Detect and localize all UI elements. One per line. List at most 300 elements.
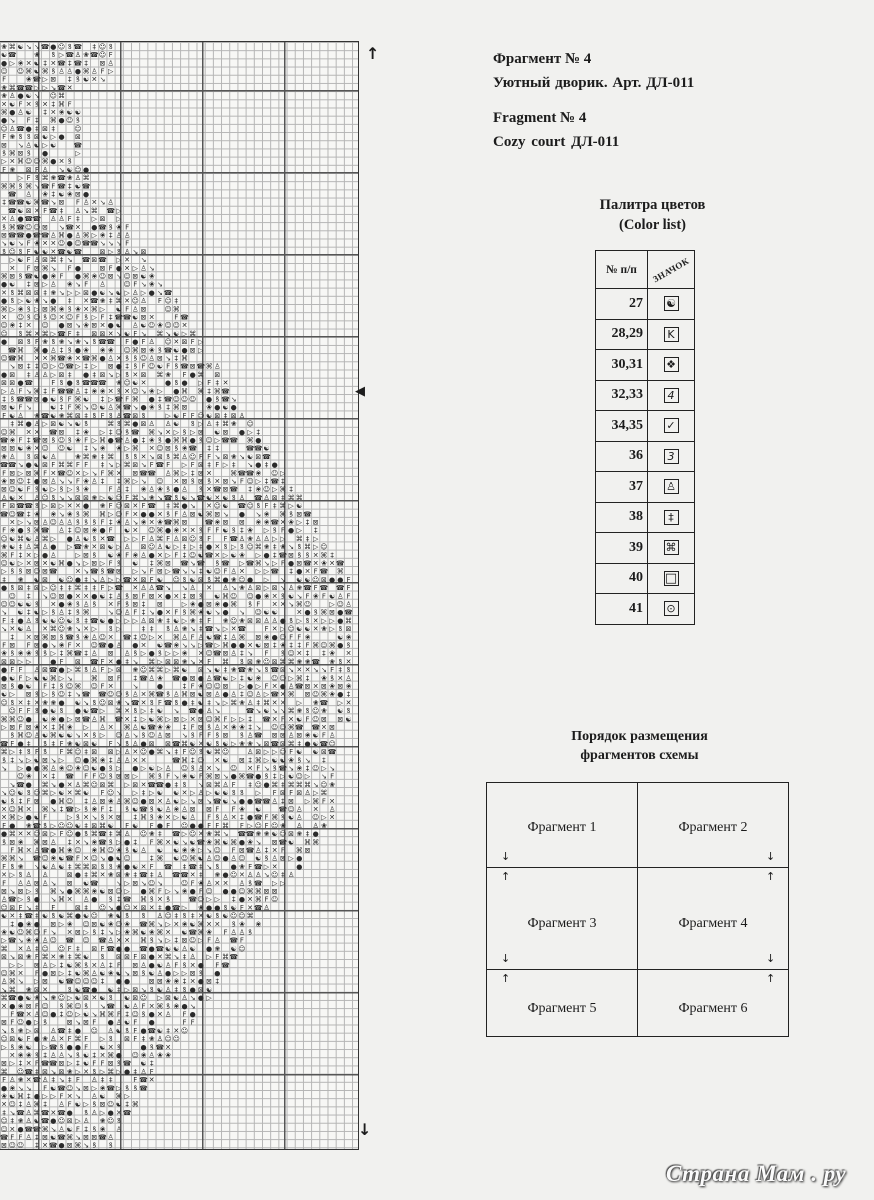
chart-cell-symbol: ☺ <box>312 764 320 773</box>
chart-cell-symbol: ☎ <box>81 239 91 248</box>
chart-cell-symbol: ▷ <box>255 682 261 691</box>
chart-cell-symbol: ☎ <box>32 1076 42 1085</box>
chart-cell-symbol: ⌘ <box>131 444 139 453</box>
chart-cell-symbol: ‡ <box>84 821 88 830</box>
chart-cell-symbol: ● <box>33 1035 40 1044</box>
chart-cell-symbol: ꝸ <box>59 485 64 494</box>
chart-cell-symbol: ☎ <box>48 428 58 437</box>
chart-cell-symbol: ▷ <box>108 395 114 404</box>
chart-cell-symbol: ♙ <box>123 748 131 757</box>
chart-cell-symbol: ‡ <box>149 625 154 634</box>
chart-cell-symbol: F <box>223 534 228 543</box>
color-number: 40 <box>596 563 648 594</box>
chart-cell-symbol: ☎ <box>171 674 181 683</box>
chart-cell-symbol: ♙ <box>173 625 180 634</box>
chart-cell-symbol: ☯ <box>132 313 139 322</box>
chart-cell-symbol: ⊠ <box>304 690 311 699</box>
chart-cell-symbol: ‡ <box>141 789 146 798</box>
chart-cell-symbol: ▷ <box>132 534 138 543</box>
chart-cell-symbol: ▷ <box>206 994 212 1003</box>
chart-cell-symbol: ⌘ <box>66 411 74 420</box>
chart-cell-symbol: ꝸ <box>10 862 15 871</box>
chart-cell-symbol: ↘ <box>312 780 319 789</box>
chart-cell-symbol: ☺ <box>115 731 123 740</box>
chart-cell-symbol: ꝸ <box>35 616 39 625</box>
chart-cell-symbol: ☺ <box>189 551 197 560</box>
color-symbol-cell <box>648 533 695 564</box>
chart-cell-symbol: ⌘ <box>41 953 49 962</box>
chart-cell-symbol: ♙ <box>164 805 172 814</box>
chart-cell-symbol: ⌘ <box>172 469 180 478</box>
chart-cell-symbol: ☺ <box>213 567 221 576</box>
chart-cell-symbol: ♙ <box>91 649 98 658</box>
chart-cell-symbol: ♙ <box>140 551 147 560</box>
chart-cell-symbol: ⌘ <box>115 403 123 412</box>
chart-cell-symbol: ✕ <box>140 379 147 388</box>
chart-cell-symbol: ↘ <box>50 895 57 904</box>
chart-cell-symbol: ● <box>189 1010 196 1019</box>
chart-cell-symbol: ▷ <box>165 551 171 560</box>
chart-cell-symbol: ‡ <box>281 780 285 789</box>
chart-cell-symbol: ☺ <box>57 436 66 445</box>
chart-cell-symbol: ✕ <box>181 789 188 798</box>
chart-cell-symbol: ● <box>74 707 81 716</box>
chart-cell-symbol: ♙ <box>99 280 106 289</box>
chart-cell-symbol: F <box>75 313 80 322</box>
chart-cell-symbol: ☺ <box>205 436 213 445</box>
chart-cell-symbol: F <box>2 821 7 830</box>
chart-cell-symbol: ꝸ <box>84 518 88 527</box>
chart-cell-symbol: ↘ <box>222 510 229 519</box>
chart-cell-symbol: ● <box>222 600 229 609</box>
chart-cell-symbol: ⌘ <box>172 666 180 675</box>
chart-cell-symbol: ● <box>17 1125 24 1134</box>
chart-cell-symbol: ‡ <box>240 674 244 683</box>
chart-cell-symbol: ❀ <box>124 928 131 937</box>
chart-cell-symbol: ꝸ <box>2 756 6 765</box>
chart-cell-symbol: ↘ <box>189 657 196 666</box>
chart-cell-symbol: ‡ <box>264 477 269 486</box>
chart-cell-symbol: ⊠ <box>181 936 188 945</box>
chart-cell-symbol: ♙ <box>123 756 131 765</box>
chart-cell-symbol: ⌘ <box>181 690 188 699</box>
chart-cell-symbol: ☯ <box>296 748 303 757</box>
chart-cell-symbol: ☯ <box>50 559 57 568</box>
chart-cell-symbol: ▷ <box>198 936 204 945</box>
chart-cell-symbol: ▷ <box>9 305 15 314</box>
chart-cell-symbol: ☎ <box>65 936 75 945</box>
chart-cell-symbol: ⊠ <box>140 953 147 962</box>
chart-cell-symbol: ✕ <box>304 567 311 576</box>
chart-cell-symbol: ☎ <box>221 387 230 396</box>
chart-cell-symbol: ▷ <box>181 715 188 724</box>
chart-cell-symbol: ▷ <box>181 903 188 912</box>
chart-cell-symbol: F <box>264 813 269 822</box>
chart-cell-symbol: ☯ <box>41 616 49 625</box>
chart-cell-symbol: F <box>43 682 48 691</box>
chart-cell-symbol: F <box>166 772 171 781</box>
chart-cell-symbol: ☯ <box>205 567 213 576</box>
chart-cell-symbol: ‡ <box>59 346 64 355</box>
chart-cell-symbol: ● <box>17 526 24 535</box>
chart-cell-symbol: ⌘ <box>17 534 24 543</box>
chart-cell-symbol: F <box>223 567 228 576</box>
chart-cell-symbol: ♙ <box>58 1100 65 1109</box>
chart-cell-symbol: ♙ <box>82 600 90 609</box>
chart-cell-symbol: ☎ <box>147 723 157 732</box>
chart-cell-symbol: ꝸ <box>231 526 236 535</box>
chart-cell-symbol: ⌘ <box>172 305 180 314</box>
chart-cell-symbol: ▷ <box>214 895 220 904</box>
chart-cell-symbol: ▷ <box>140 764 147 773</box>
chart-cell-symbol: ⊠ <box>263 887 270 896</box>
chart-cell-symbol: ☺ <box>49 92 57 101</box>
chart-cell-symbol: ⌘ <box>230 698 238 707</box>
chart-cell-symbol: ⊠ <box>42 1133 49 1142</box>
chart-cell-symbol: ↘ <box>189 625 196 634</box>
chart-cell-symbol: ▷ <box>99 707 106 716</box>
chart-cell-symbol: ✕ <box>148 903 155 912</box>
chart-cell-symbol: ⊠ <box>247 616 254 625</box>
chart-cell-symbol: ❀ <box>206 838 213 847</box>
chart-cell-symbol: ☯ <box>205 411 213 420</box>
chart-cell-symbol: ● <box>33 764 40 773</box>
chart-cell-symbol: ♙ <box>287 731 295 740</box>
chart-cell-symbol: ☺ <box>82 920 90 929</box>
chart-cell-symbol: ⊠ <box>42 666 49 675</box>
chart-cell-symbol: ☯ <box>140 928 147 937</box>
chart-cell-symbol: ‡ <box>125 1010 129 1019</box>
chart-cell-symbol: ☺ <box>172 321 180 330</box>
fragment-title-en: Fragment № 4 <box>493 110 587 126</box>
chart-cell-symbol: ꝸ <box>100 567 105 576</box>
chart-cell-symbol: ⌘ <box>131 928 139 937</box>
chart-cell-symbol: ✕ <box>1 813 8 822</box>
chart-cell-symbol: ✕ <box>271 625 278 634</box>
chart-cell-symbol: ❀ <box>247 838 254 847</box>
chart-cell-symbol: ☺ <box>279 748 287 757</box>
chart-cell-symbol: F <box>305 592 310 601</box>
color-symbol-cell <box>648 441 695 472</box>
chart-cell-symbol: F <box>190 461 195 470</box>
chart-cell-symbol: F <box>67 264 72 273</box>
chart-cell-symbol: ☯ <box>173 846 180 855</box>
chart-cell-symbol: ✕ <box>296 608 303 617</box>
chart-cell-symbol: ☺ <box>246 477 254 486</box>
chart-cell-symbol: ↘ <box>197 780 204 789</box>
chart-cell-symbol: ● <box>288 526 295 535</box>
chart-cell-symbol: ▷ <box>26 674 32 683</box>
chart-cell-symbol: F <box>2 75 7 84</box>
chart-cell-symbol: ☺ <box>33 567 41 576</box>
chart-cell-symbol: ✕ <box>197 649 204 658</box>
chart-cell-symbol: ❀ <box>25 649 32 658</box>
chart-cell-symbol: ♙ <box>164 764 172 773</box>
chart-cell-symbol: ⌘ <box>238 633 246 642</box>
chart-cell-symbol: F <box>133 280 138 289</box>
chart-cell-symbol: F <box>100 469 105 478</box>
chart-cell-symbol: ⌘ <box>295 600 303 609</box>
chart-cell-symbol: ⌘ <box>295 780 303 789</box>
chart-cell-symbol: ↘ <box>17 461 24 470</box>
chart-cell-symbol: ▷ <box>34 83 40 92</box>
chart-cell-symbol: ‡ <box>182 862 187 871</box>
chart-cell-symbol: F <box>174 510 179 519</box>
chart-cell-symbol: ☺ <box>0 969 8 978</box>
chart-cell-symbol: F <box>346 575 351 584</box>
chart-cell-symbol: ▷ <box>83 559 89 568</box>
chart-cell-symbol: ☯ <box>9 534 16 543</box>
chart-cell-symbol: ☯ <box>173 854 180 863</box>
chart-cell-symbol: ꝸ <box>231 493 236 502</box>
chart-cell-symbol: ⌘ <box>17 1092 24 1101</box>
chart-cell-symbol: ⊠ <box>99 543 106 552</box>
chart-cell-symbol: ⊠ <box>50 969 57 978</box>
chart-cell-symbol: ♙ <box>255 846 262 855</box>
chart-cell-symbol: ☺ <box>156 477 164 486</box>
chart-cell-symbol: ♙ <box>115 797 123 806</box>
chart-cell-symbol: ↘ <box>115 879 122 888</box>
chart-cell-symbol: ☯ <box>74 739 82 748</box>
chart-cell-symbol: ☯ <box>140 321 147 330</box>
chart-cell-symbol: ⊠ <box>9 903 16 912</box>
chart-cell-symbol: ▷ <box>9 961 15 970</box>
chart-cell-symbol: ☯ <box>107 493 114 502</box>
chart-cell-symbol: ☯ <box>312 739 319 748</box>
chart-cell-symbol: ⊠ <box>165 739 172 748</box>
chart-cell-symbol: ☯ <box>115 288 123 297</box>
chart-cell-symbol: ☯ <box>74 969 82 978</box>
chart-cell-symbol: ⊠ <box>9 723 16 732</box>
chart-cell-symbol: ▷ <box>181 969 188 978</box>
chart-cell-symbol: ☎ <box>245 772 255 781</box>
chart-cell-symbol: ꝸ <box>133 707 138 716</box>
chart-cell-symbol: ♙ <box>50 551 57 560</box>
chart-cell-symbol: F <box>34 338 39 347</box>
chart-cell-symbol: ☯ <box>132 862 139 871</box>
chart-cell-symbol: ⊠ <box>255 452 262 461</box>
chart-cell-symbol: ✕ <box>156 895 163 904</box>
chart-cell-symbol: ● <box>9 1002 16 1011</box>
chart-cell-symbol: ☯ <box>115 854 123 863</box>
chart-cell-symbol: ❀ <box>181 920 188 929</box>
chart-cell-symbol: ‡ <box>199 567 203 576</box>
chart-cell-symbol: ♙ <box>91 633 98 642</box>
chart-cell-symbol: ⊠ <box>107 698 114 707</box>
chart-cell-symbol: ♙ <box>115 1018 123 1027</box>
chart-cell-symbol: ↘ <box>230 395 237 404</box>
table-row <box>596 411 695 442</box>
chart-cell-symbol: ⊠ <box>312 518 319 527</box>
chart-cell-symbol: ⌘ <box>172 403 180 412</box>
chart-cell-symbol: ❀ <box>91 805 98 814</box>
chart-cell-symbol: ⌘ <box>0 272 8 281</box>
chart-cell-symbol: ⊠ <box>115 567 122 576</box>
chart-cell-symbol: ‡ <box>158 903 162 912</box>
chart-cell-symbol: ↘ <box>66 420 73 429</box>
chart-cell-symbol: ● <box>140 1043 147 1052</box>
chart-cell-symbol: F <box>75 854 80 863</box>
chart-cell-symbol: ☯ <box>173 411 180 420</box>
chart-cell-symbol: ↘ <box>115 239 122 248</box>
chart-cell-symbol: ❀ <box>329 649 336 658</box>
chart-cell-symbol: ‡ <box>215 420 220 429</box>
chart-cell-symbol: ● <box>214 903 221 912</box>
chart-cell-symbol: ‡ <box>108 592 113 601</box>
chart-cell-symbol: ☯ <box>214 666 221 675</box>
chart-cell-symbol: F <box>198 772 203 781</box>
chart-cell-symbol: ꝸ <box>10 584 15 593</box>
chart-cell-symbol: ● <box>83 502 90 511</box>
chart-cell-symbol: ⊠ <box>320 715 327 724</box>
chart-cell-symbol: ⊠ <box>50 920 57 929</box>
chart-cell-symbol: ▷ <box>280 772 286 781</box>
chart-cell-symbol: ☯ <box>58 731 65 740</box>
chart-cell-symbol: ☎ <box>245 444 255 453</box>
chart-cell-symbol: ☯ <box>222 797 229 806</box>
chart-cell-symbol: ▷ <box>296 526 302 535</box>
chart-cell-symbol: ▷ <box>263 690 270 699</box>
pattern-name-ru: Уютный дворик. Арт. ДЛ-011 <box>493 75 695 91</box>
chart-cell-symbol: ⊠ <box>33 879 40 888</box>
chart-cell-symbol: ▷ <box>140 707 147 716</box>
chart-cell-symbol: ⊠ <box>1 444 8 453</box>
chart-cell-symbol: ☺ <box>246 502 254 511</box>
chart-cell-symbol: ✕ <box>33 329 40 338</box>
chart-cell-symbol: ↘ <box>58 1076 65 1085</box>
chart-cell-symbol: ● <box>50 543 57 552</box>
chart-cell-symbol: ⊠ <box>279 789 286 798</box>
chart-cell-symbol: ‡ <box>240 526 244 535</box>
chart-cell-symbol: ‡ <box>174 936 179 945</box>
chart-cell-symbol: ☺ <box>90 854 98 863</box>
chart-cell-symbol: ☺ <box>189 534 197 543</box>
chart-cell-symbol: F <box>264 682 269 691</box>
chart-cell-symbol: ☺ <box>180 764 189 773</box>
chart-cell-symbol: ↘ <box>181 838 188 847</box>
chart-cell-symbol: ⊠ <box>66 1018 73 1027</box>
chart-cell-symbol: ● <box>115 264 122 273</box>
chart-cell-symbol: ✕ <box>189 977 196 986</box>
chart-cell-symbol: ↘ <box>50 1125 57 1134</box>
chart-cell-symbol: ▷ <box>67 1059 73 1068</box>
chart-cell-symbol: ♙ <box>181 994 188 1003</box>
chart-cell-symbol: ꝸ <box>125 690 129 699</box>
chart-cell-symbol: ✕ <box>91 994 98 1003</box>
chart-cell-symbol: ☯ <box>99 592 106 601</box>
chart-cell-symbol: ⊠ <box>222 477 229 486</box>
chart-cell-symbol: ⊠ <box>74 190 81 199</box>
table-row <box>596 289 695 320</box>
chart-cell-symbol: ⊠ <box>107 362 114 371</box>
chart-cell-symbol: ❀ <box>107 969 114 978</box>
chart-cell-symbol: ❀ <box>247 666 254 675</box>
chart-cell-symbol: ☯ <box>41 485 49 494</box>
chart-cell-symbol: ⊠ <box>337 682 344 691</box>
chart-cell-symbol: ☺ <box>33 928 41 937</box>
chart-cell-symbol: ☯ <box>58 789 65 798</box>
chart-cell-symbol: ⌘ <box>320 608 328 617</box>
chart-cell-symbol: ꝸ <box>133 362 138 371</box>
chart-cell-symbol: ☯ <box>132 379 139 388</box>
chart-cell-symbol: F <box>100 682 105 691</box>
chart-cell-symbol: ▷ <box>329 600 335 609</box>
chart-cell-symbol: ☯ <box>164 543 172 552</box>
chart-cell-symbol: ꝸ <box>18 871 23 880</box>
chart-cell-symbol: ꝸ <box>76 379 80 388</box>
chart-cell-symbol: ● <box>148 288 155 297</box>
chart-cell-symbol: F <box>43 1084 48 1093</box>
chart-cell-symbol: ꝸ <box>182 428 187 437</box>
chart-cell-symbol: F <box>10 551 15 560</box>
chart-cell-symbol: ♙ <box>123 543 131 552</box>
chart-cell-symbol: ☎ <box>57 1108 66 1117</box>
chart-cell-symbol: ♙ <box>50 231 57 240</box>
chart-cell-symbol: F <box>108 559 113 568</box>
chart-cell-symbol: ☺ <box>98 698 107 707</box>
chart-cell-symbol: ❀ <box>320 625 327 634</box>
chart-cell-symbol: F <box>239 477 244 486</box>
cross-stitch-chart <box>0 41 359 1150</box>
chart-cell-symbol: ☺ <box>57 616 66 625</box>
chart-cell-symbol: ● <box>99 526 106 535</box>
chart-cell-symbol: ☯ <box>115 912 123 921</box>
chart-cell-symbol: F <box>215 961 220 970</box>
chart-cell-symbol: ☎ <box>40 1108 50 1117</box>
chart-cell-symbol: ● <box>189 985 196 994</box>
chart-cell-symbol: ▷ <box>26 887 32 896</box>
chart-cell-symbol: ꝸ <box>305 551 310 560</box>
chart-cell-symbol: ● <box>50 846 57 855</box>
chart-cell-symbol: ⌘ <box>74 961 82 970</box>
chart-cell-symbol: ⊠ <box>189 362 196 371</box>
chart-cell-symbol: ⊠ <box>304 846 311 855</box>
chart-cell-symbol: ✕ <box>329 813 336 822</box>
chart-cell-symbol: ✕ <box>165 813 172 822</box>
chart-cell-symbol: ❀ <box>230 575 237 584</box>
chart-cell-symbol: ‡ <box>141 1035 146 1044</box>
chart-cell-symbol: ☺ <box>139 994 148 1003</box>
chart-cell-symbol: ☯ <box>173 789 180 798</box>
chart-cell-symbol: ♙ <box>107 403 114 412</box>
chart-cell-symbol: ▷ <box>42 75 48 84</box>
chart-cell-symbol: ❀ <box>107 871 114 880</box>
chart-cell-symbol: F <box>174 551 179 560</box>
chart-cell-symbol: ▷ <box>99 1035 106 1044</box>
chart-cell-symbol: ☯ <box>33 1117 41 1126</box>
chart-cell-symbol: F <box>198 731 203 740</box>
chart-cell-symbol: F <box>100 584 105 593</box>
chart-cell-symbol: ☯ <box>17 1035 24 1044</box>
chart-cell-symbol: ☯ <box>197 510 205 519</box>
chart-cell-symbol: ‡ <box>174 354 179 363</box>
chart-cell-symbol: ❀ <box>181 657 188 666</box>
chart-cell-symbol: ⌘ <box>222 821 229 830</box>
chart-cell-symbol: ● <box>132 764 139 773</box>
chart-cell-symbol: ↘ <box>107 370 114 379</box>
chart-cell-symbol: ☯ <box>17 256 24 265</box>
chart-cell-symbol: ☯ <box>132 559 139 568</box>
chart-cell-symbol: ✕ <box>42 723 49 732</box>
chart-cell-symbol: ☎ <box>24 1125 34 1134</box>
chart-cell-symbol: ☎ <box>89 297 99 306</box>
chart-cell-symbol: ⊠ <box>42 977 49 986</box>
chart-cell-symbol: ‡ <box>190 912 195 921</box>
chart-cell-symbol: ♙ <box>91 969 98 978</box>
chart-cell-symbol: ❀ <box>255 674 262 683</box>
chart-cell-symbol: ❀ <box>181 772 188 781</box>
center-marker-triangle-icon: ◀ <box>355 384 365 399</box>
